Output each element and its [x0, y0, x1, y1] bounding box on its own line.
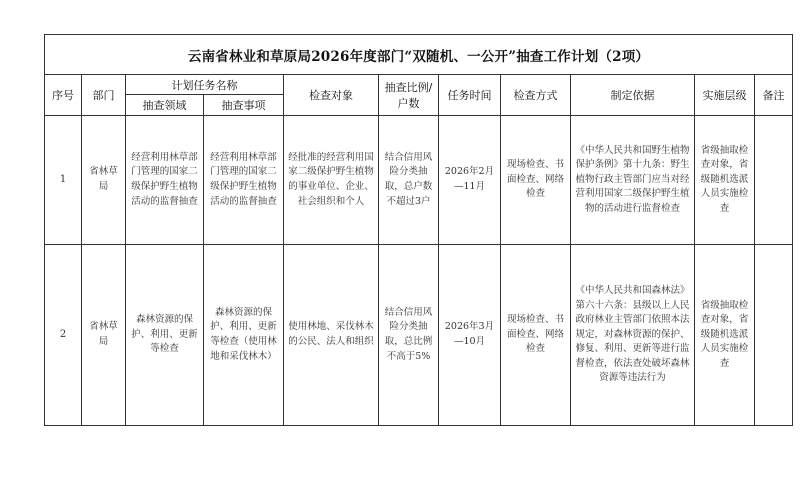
row-basis: 《中华人民共和国森林法》第六十六条：县级以上人民政府林业主管部门依照本法规定，对森林资源的保护、修复、利用、更新等进行监督检查，依法查处破坏森林资源等违法行为 [571, 245, 695, 426]
row-target: 使用林地、采伐林木的公民、法人和组织 [284, 245, 379, 426]
row-basis: 《中华人民共和国野生植物保护条例》第十九条：野生植物行政主管部门应当对经营利用国家二级保护野生植物的活动进行监督检查 [571, 116, 695, 245]
row-item: 经营利用林草部门管理的国家二级保护野生植物活动的监督抽查 [204, 116, 284, 245]
header-time: 任务时间 [439, 75, 501, 116]
row-dept: 省林草局 [82, 245, 126, 426]
row-field: 经营利用林草部门管理的国家二级保护野生植物活动的监督抽查 [126, 116, 204, 245]
header-level: 实施层级 [695, 75, 755, 116]
row-field: 森林资源的保护、利用、更新等检查 [126, 245, 204, 426]
header-item: 抽查事项 [204, 95, 284, 116]
row-ratio: 结合信用风险分类抽取，总户数不超过3户 [379, 116, 439, 245]
row-method: 现场检查、书面检查、网络检查 [501, 245, 571, 426]
header-basis: 制定依据 [571, 75, 695, 116]
row-time: 2026年2月—11月 [439, 116, 501, 245]
header-ratio: 抽查比例/户数 [379, 75, 439, 116]
row-level: 省级抽取检查对象，省级随机选派人员实施检查 [695, 245, 755, 426]
row-item: 森林资源的保护、利用、更新等检查（使用林地和采伐林木） [204, 245, 284, 426]
table-row [45, 245, 793, 426]
header-target: 检查对象 [284, 75, 379, 116]
header-method: 检查方式 [501, 75, 571, 116]
page-title: 云南省林业和草原局2026年度部门“双随机、一公开”抽查工作计划（2项） [45, 35, 793, 75]
header-seq: 序号 [45, 75, 82, 116]
table-row [45, 116, 793, 245]
row-ratio: 结合信用风险分类抽取，总比例不高于5% [379, 245, 439, 426]
header-dept: 部门 [82, 75, 126, 116]
row-method: 现场检查、书面检查、网络检查 [501, 116, 571, 245]
row-remarks [755, 116, 793, 245]
header-remarks: 备注 [755, 75, 793, 116]
row-remarks [755, 245, 793, 426]
inspection-plan-table [44, 34, 793, 426]
header-field: 抽查领域 [126, 95, 204, 116]
row-level: 省级抽取检查对象，省级随机选派人员实施检查 [695, 116, 755, 245]
row-seq: 2 [45, 245, 82, 426]
header-plan-task: 计划任务名称 [126, 75, 284, 95]
row-time: 2026年3月—10月 [439, 245, 501, 426]
row-target: 经批准的经营利用国家二级保护野生植物的事业单位、企业、社会组织和个人 [284, 116, 379, 245]
row-dept: 省林草局 [82, 116, 126, 245]
row-seq: 1 [45, 116, 82, 245]
